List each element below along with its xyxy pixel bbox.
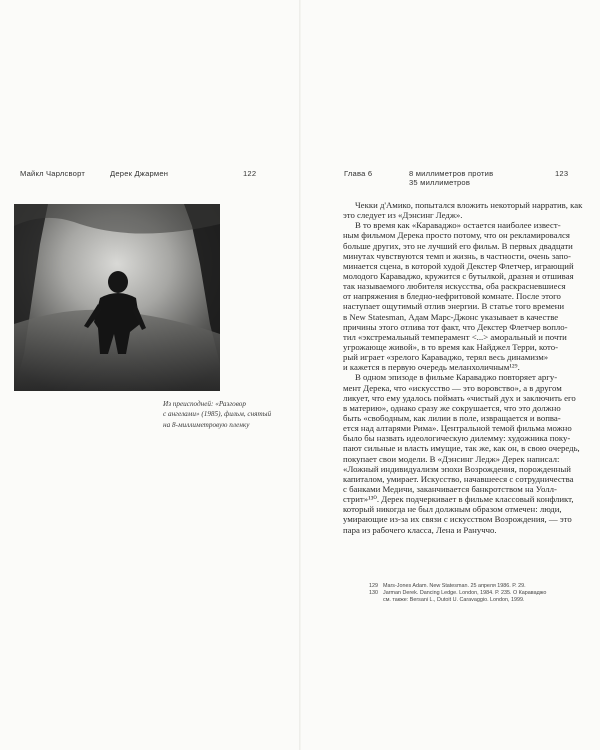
footnote-text: Jarman Derek. Dancing Ledge. London, 1984. P. 235. О Караваджо <box>383 590 547 597</box>
body-line: минается сцена, в которой худой Декстер Флетчер, играющий <box>343 260 574 271</box>
running-header-chapter-title <box>409 169 509 187</box>
caption-line: Из преисподней: «Разговор <box>163 400 246 408</box>
body-text <box>343 200 583 535</box>
running-header-author: Майкл Чарлсворт <box>20 169 86 178</box>
body-line: пают сильные и власть имущие, так же, как он, в свою очередь, <box>343 443 580 454</box>
body-line: В одном эпизоде в фильме Караваджо повторяет аргу- <box>355 372 558 383</box>
caption-line: с ангелами» (1985), фильм, снятый <box>163 410 272 419</box>
body-line: рый играет «зрелого Караваджо, терял весь динамизм» <box>343 352 549 363</box>
body-line: умирающие из-за их связи с искусством Возрождения, — это <box>343 514 572 525</box>
footnote-text: Mars-Jones Adam. New Statesman. 25 апреля 1986. P. 29. <box>383 583 526 589</box>
body-line: ликует, что ему удалось поймать «чистый дух и заключить его <box>343 392 576 403</box>
body-line: в New Statesman, Адам Марс-Джонс указывает в качестве <box>343 311 559 322</box>
body-line: стрит»¹³⁰. Дерек подчеркивает в фильме классовый конфликт, <box>343 494 574 505</box>
body-line: наступает ощутимый отлив энергии. В статье того времени <box>343 301 565 312</box>
body-line: В то время как «Караваджо» остается наиболее извест- <box>355 220 561 231</box>
body-line: ным фильмом Дерека просто потому, что он рекламировался <box>343 230 570 241</box>
body-line: больше других, это не лучший его фильм. В первых двадцати <box>343 240 573 251</box>
body-line: угрожающе живой», в то время как Найджел Терри, кото- <box>343 341 559 352</box>
footnote-text: см. также: Bersani L., Dutoit U. Caravaggio. London, 1999. <box>383 597 525 604</box>
body-line: пара из рабочего класса, Лена и Рануччо. <box>343 524 497 535</box>
footnote-line <box>369 597 594 604</box>
footnote-line <box>369 583 594 590</box>
body-line: покупает свои модели. В «Дэнсинг Ледж» Дерек написал: <box>343 453 560 464</box>
film-still-image <box>14 204 220 391</box>
body-line: так называемого любителя искусства, оба раскрасневшиеся <box>343 281 566 292</box>
body-line: тил «экстремальный темперамент <...> аморальный и почти <box>343 331 567 342</box>
footnote-number: 130 <box>369 590 378 597</box>
body-line: мент Дерека, что «искусство — это воровство», а в другом <box>343 382 562 393</box>
body-line: было бы назвать идеологическую дилемму: художника поку- <box>343 433 571 444</box>
running-header-chapter: Глава 6 <box>344 169 373 178</box>
caption-line: на 8-миллиметровую пленку <box>163 420 250 429</box>
body-line: в материю», однако сразу же сокрушается, что это должно <box>343 402 561 413</box>
photo-caption <box>163 399 293 430</box>
page-number-left: 122 <box>243 169 257 178</box>
body-line: быть «свободным, как лилии в поле, извращается и вопва- <box>343 412 561 423</box>
body-line: причины этого отлива тот факт, что Декстер Флетчер вопло- <box>343 321 568 332</box>
footnotes <box>369 583 594 605</box>
body-line: «Ложный индивидуализм эпохи Возрождения, порожденный <box>343 463 571 474</box>
body-line: Чекки д'Амико, попытался вложить некоторый нарратив, как <box>355 200 583 210</box>
body-line: капиталом, умирает. Искусство, начавшееся с сотрудничества <box>343 473 574 484</box>
chapter-title-line: 8 миллиметров против <box>409 169 494 178</box>
body-line: ется над алтарями Рима». Центральной темой фильма можно <box>343 423 572 434</box>
body-line: от напряжения в бледно-нефритовой комнате. После этого <box>343 291 561 302</box>
page-number-right: 123 <box>555 169 569 178</box>
body-line: молодого Караваджо, кружится с бутылкой, дразня и отшивая <box>343 270 574 281</box>
footnote-number: 129 <box>369 583 378 589</box>
body-line: это следует из «Дэнсинг Ледж». <box>343 210 463 221</box>
body-line: который никогда не был должным образом отмечен: люди, <box>343 504 562 515</box>
body-line: с банками Медичи, заканчивается банкротством на Уолл- <box>343 483 557 494</box>
body-line: минутах чувствуются темп и жизнь, в частности, очень запо- <box>343 250 571 261</box>
running-header-book-title: Дерек Джармен <box>110 169 169 178</box>
body-line: и кажется в первую очередь меланхоличным¹²⁹. <box>343 362 520 373</box>
chapter-title-line: 35 миллиметров <box>409 178 471 187</box>
footnote-line <box>369 590 594 597</box>
right-page <box>300 0 600 750</box>
